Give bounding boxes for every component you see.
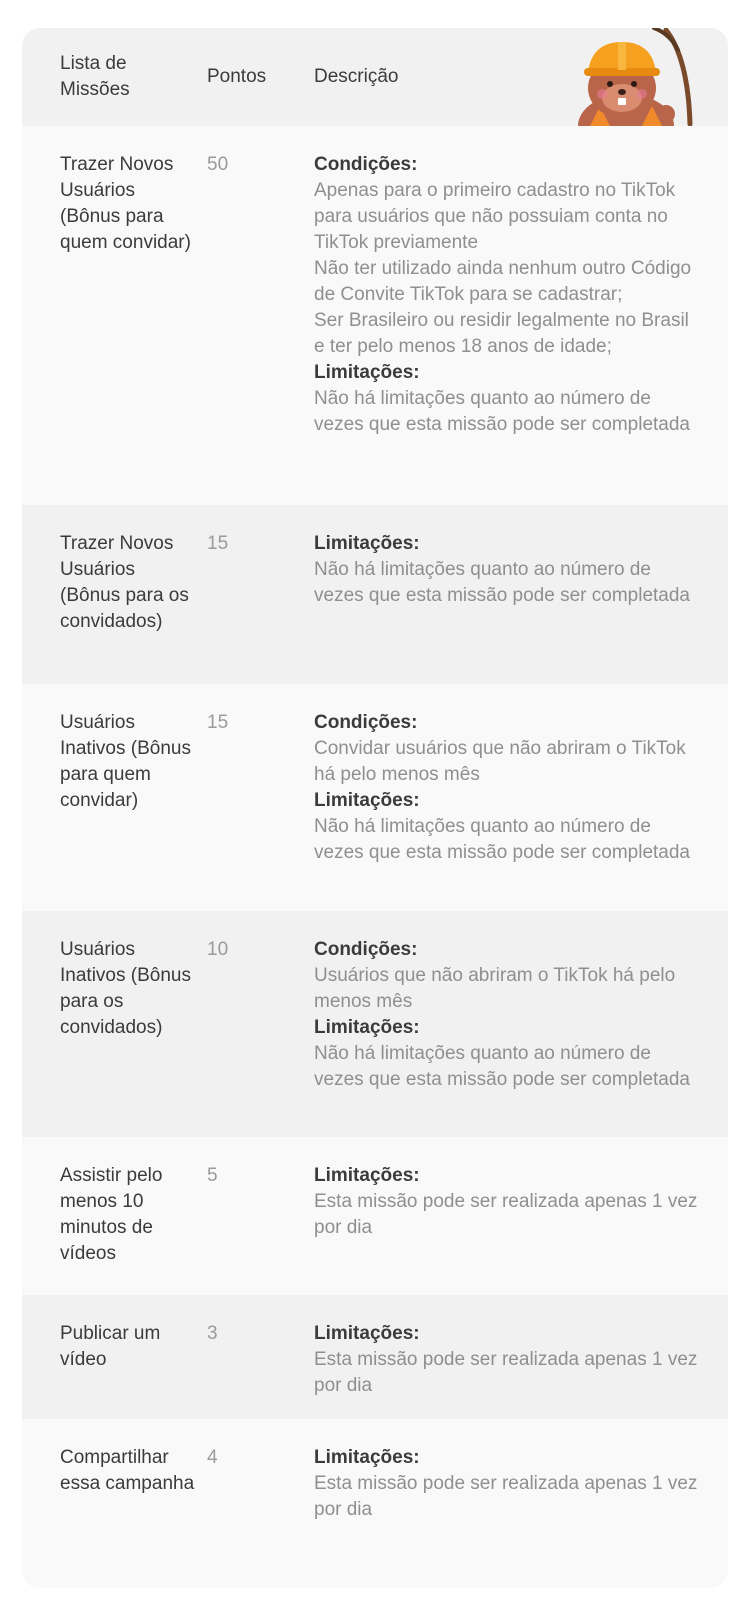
beaver-miner-mascot-icon xyxy=(570,28,700,126)
mission-description xyxy=(314,710,699,866)
conditions-heading: Condições: xyxy=(314,712,418,733)
mission-description xyxy=(314,1445,699,1523)
table-row xyxy=(22,1419,728,1588)
limits-text: Esta missão pode ser realizada apenas 1 vez por dia xyxy=(314,1473,698,1520)
mission-name: Trazer Novos Usuários (Bônus para os convidados) xyxy=(60,533,189,632)
mission-description xyxy=(314,152,699,438)
mission-name: Assistir pelo menos 10 minutos de vídeos xyxy=(60,1165,163,1264)
limits-heading: Limitações: xyxy=(314,1323,420,1344)
limits-text: Não há limitações quanto ao número de vezes que esta missão pode ser completada xyxy=(314,1043,690,1090)
limits-heading: Limitações: xyxy=(314,1447,420,1468)
limits-text: Não há limitações quanto ao número de vezes que esta missão pode ser completada xyxy=(314,559,690,606)
limits-heading: Limitações: xyxy=(314,1165,420,1186)
table-row xyxy=(22,505,728,684)
mission-name: Usuários Inativos (Bônus para quem convidar) xyxy=(60,712,191,811)
table-row xyxy=(22,911,728,1137)
limits-heading: Limitações: xyxy=(314,362,420,383)
header-description: Descrição xyxy=(314,66,399,87)
mission-name: Compartilhar essa campanha xyxy=(60,1447,195,1494)
table-row xyxy=(22,684,728,911)
limits-text: Esta missão pode ser realizada apenas 1 vez por dia xyxy=(314,1349,698,1396)
mission-name: Usuários Inativos (Bônus para os convidados) xyxy=(60,939,191,1038)
table-row xyxy=(22,126,728,505)
mission-name: Trazer Novos Usuários (Bônus para quem convidar) xyxy=(60,154,191,253)
limits-heading: Limitações: xyxy=(314,790,420,811)
conditions-heading: Condições: xyxy=(314,154,418,175)
header-points: Pontos xyxy=(207,66,267,87)
mission-points: 5 xyxy=(207,1165,218,1186)
mission-points: 4 xyxy=(207,1447,218,1468)
table-row xyxy=(22,1137,728,1295)
mission-points: 15 xyxy=(207,533,229,554)
limits-text: Não há limitações quanto ao número de vezes que esta missão pode ser completada xyxy=(314,388,690,435)
mission-name: Publicar um vídeo xyxy=(60,1323,161,1370)
limits-text: Esta missão pode ser realizada apenas 1 vez por dia xyxy=(314,1191,698,1238)
header-missions: Lista de Missões xyxy=(60,53,130,100)
mission-description xyxy=(314,1163,699,1241)
mission-points: 10 xyxy=(207,939,229,960)
mission-description xyxy=(314,937,699,1093)
table-header xyxy=(22,28,728,126)
limits-heading: Limitações: xyxy=(314,533,420,554)
limits-text: Não há limitações quanto ao número de vezes que esta missão pode ser completada xyxy=(314,816,690,863)
table-row xyxy=(22,1295,728,1419)
missions-table xyxy=(22,28,728,1588)
conditions-text: Convidar usuários que não abriram o TikTok há pelo menos mês xyxy=(314,738,686,785)
mission-description xyxy=(314,1321,699,1399)
conditions-heading: Condições: xyxy=(314,939,418,960)
mission-points: 3 xyxy=(207,1323,218,1344)
limits-heading: Limitações: xyxy=(314,1017,420,1038)
conditions-text: Usuários que não abriram o TikTok há pelo menos mês xyxy=(314,965,676,1012)
mission-description xyxy=(314,531,699,609)
conditions-text: Apenas para o primeiro cadastro no TikTok para usuários que não possuiam conta no TikTok previamente Não ter utilizado ainda nenhum outro Código de Convite TikTok para se cadastrar; Ser Brasileiro ou residir legalmente no Brasil e ter pelo menos 18 anos de idade; xyxy=(314,180,692,357)
mission-points: 50 xyxy=(207,154,229,175)
mission-points: 15 xyxy=(207,712,229,733)
